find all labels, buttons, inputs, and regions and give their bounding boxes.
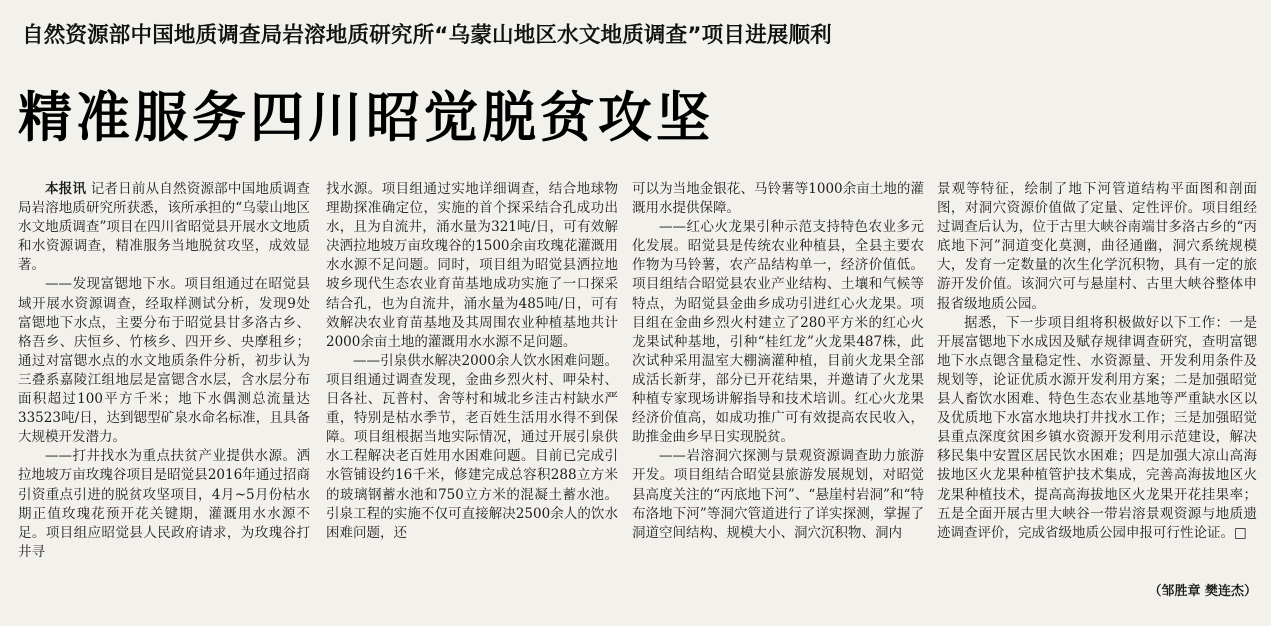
article-headline: 精准服务四川昭觉脱贫攻坚 [18, 85, 714, 149]
article-kicker: 自然资源部中国地质调查局岩溶地质研究所“乌蒙山地区水文地质调查”项目进展顺利 [22, 23, 832, 48]
body-paragraph: 找水源。项目组通过实地详细调查，结合地球物理勘探准确定位，实施的首个探采结合孔成功出水，且为自流井，涌水量为321吨/日，可有效解决洒拉地坡万亩玫瑰谷的1500余亩玫瑰花灌溉用水水源不足问题。同时，项目组为昭觉县洒拉地坡乡现代生态农业育苗基地成功实施了一口探采结合孔，也为自流井，涌水量为485吨/日，可有效解决农业育苗基地及其周围农业种植基地共计2000余亩土地的灌溉用水水源不足问题。 [326, 181, 618, 350]
article-byline: （邹胜章 樊连杰） [1148, 584, 1257, 599]
body-paragraph: ——打井找水为重点扶贫产业提供水源。洒拉地坡万亩玫瑰谷项目是昭觉县2016年通过招商引资重点引进的脱贫攻坚项目，4月~5月份枯水期正值玫瑰花预开花关键期，灌溉用水水源不足。项目组应昭觉县人民政府请求，为玫瑰谷打井寻 [18, 448, 310, 560]
article-column-4 [937, 180, 1257, 610]
body-paragraph: ——引泉供水解决2000余人饮水困难问题。项目组通过调查发现，金曲乡烈火村、呷朵村、日各社、瓦普村、舍等村和城北乡洼古村缺水严重，特别是枯水季节，老百姓生活用水得不到保障。项目组根据当地实际情况，通过开展引泉供水工程解决老百姓用水困难问题。目前已完成引水管铺设约16千米，修建完成总容积288立方米的玻璃钢蓄水池和750立方米的混凝土蓄水池。引泉工程的实施不仅可直接解决2500余人的饮水困难问题，还 [326, 352, 618, 541]
body-paragraph: 可以为当地金银花、马铃薯等1000余亩土地的灌溉用水提供保障。 [632, 181, 924, 217]
article-column-2 [326, 180, 618, 610]
body-paragraph: 景观等特征，绘制了地下河管道结构平面图和剖面图，对洞穴资源价值做了定量、定性评价。项目组经过调查后认为，位于古里大峡谷南端甘多洛古乡的“丙底地下河”洞道变化莫测，曲径通幽，洞穴系统规模大，发育一定数量的次生化学沉积物，具有一定的旅游开发价值。该洞穴可与悬崖村、古里大峡谷整体申报省级地质公园。 [937, 181, 1257, 312]
body-paragraph: 本报讯 记者日前从自然资源部中国地质调查局岩溶地质研究所获悉，该所承担的“乌蒙山地区水文地质调查”项目在四川省昭觉县开展水文地质和水资源调查，精准服务当地脱贫攻坚，成效显著。 [18, 181, 310, 274]
body-paragraph: 据悉，下一步项目组将积极做好以下工作：一是开展富锶地下水成因及赋存规律调查研究，查明富锶地下水点锶含量稳定性、水资源量、开发利用条件及规划等，论证优质水源开发利用方案；二是加强昭觉县人畜饮水困难、特色生态农业基地等严重缺水区以及优质地下水富水地块打井找水工作；三是加强昭觉县重点深度贫困乡镇水资源开发利用示范建设，解决移民集中安置区居民饮水困难；四是加强大凉山高海拔地区火龙果种植管护技术集成，完善高海拔地区火龙果种植技术，提高高海拔地区火龙果开花挂果率；五是全面开展古里大峡谷一带岩溶景观资源与地质遗迹调查评价，完成省级地质公园申报可行性论证。□ [937, 314, 1257, 541]
article-column-1 [18, 180, 310, 610]
article-column-3 [632, 180, 924, 610]
body-paragraph: ——发现富锶地下水。项目组通过在昭觉县域开展水资源调查，经取样测试分析，发现9处富锶地下水点，主要分布于昭觉县甘多洛古乡、格吾乡、庆恒乡、竹核乡、四开乡、央摩租乡；通过对富锶水点的水文地质条件分析，初步认为三叠系嘉陵江组地层是富锶含水层，含水层分布面积超过100平方千米；地下水偶测总流量达33523吨/日，达到锶型矿泉水命名标准，且具备大规模开发潜力。 [18, 276, 310, 446]
body-paragraph: ——岩溶洞穴探测与景观资源调查助力旅游开发。项目组结合昭觉县旅游发展规划，对昭觉县高度关注的“丙底地下河”、“悬崖村岩洞”和“特布洛地下河”等洞穴管道进行了详实探测，掌握了洞道空间结构、规模大小、洞穴沉积物、洞内 [632, 448, 924, 541]
body-paragraph: ——红心火龙果引种示范支持特色农业多元化发展。昭觉县是传统农业种植县，全县主要农作物为马铃薯，农产品结构单一，经济价值低。项目组结合昭觉县农业产业结构、土壤和气候等特点，为昭觉县金曲乡成功引进红心火龙果。项目组在金曲乡烈火村建立了280平方米的红心火龙果试种基地，引种“桂红龙”火龙果487株，此次试种采用温室大棚滴灌种植，目前火龙果全部成活长新芽，部分已开花结果，并邀请了火龙果种植专家现场讲解指导和技术培训。红心火龙果经济价值高，如成功推广可有效提高农民收入，助推金曲乡早日实现脱贫。 [632, 219, 924, 446]
lead-label: 本报讯 [45, 181, 87, 197]
